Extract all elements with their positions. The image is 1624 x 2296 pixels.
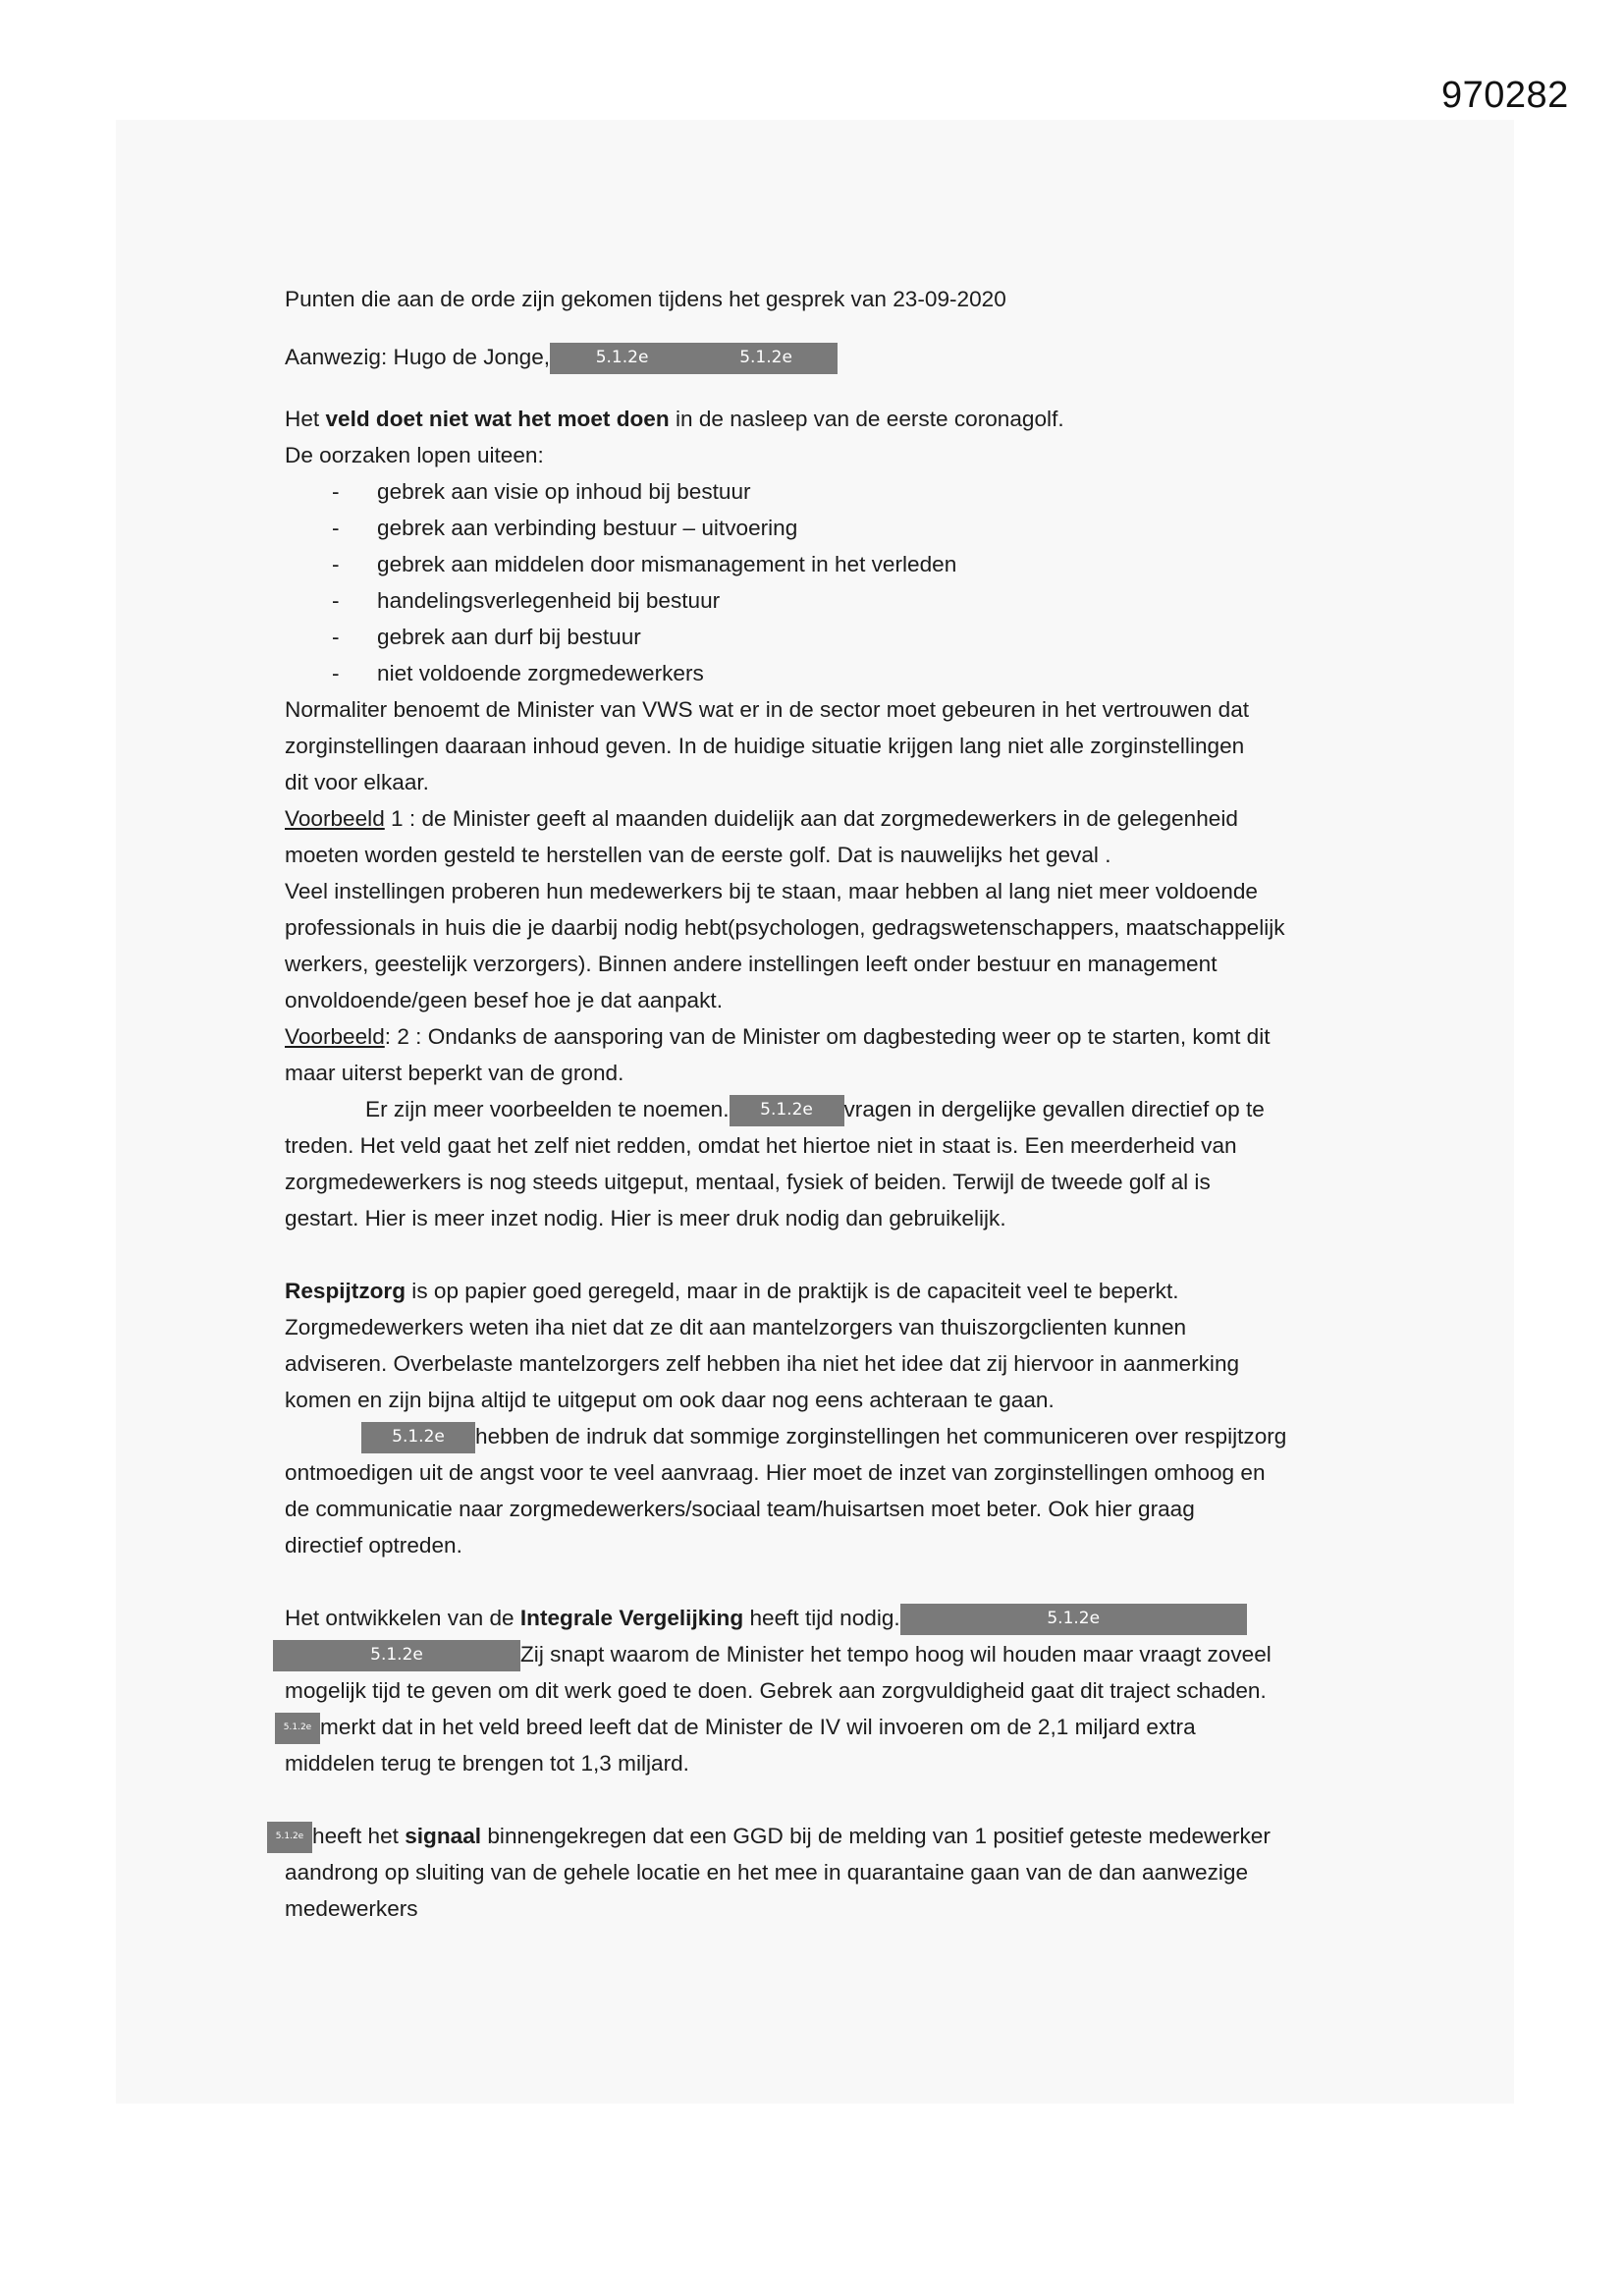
redaction-box: 5.1.2e xyxy=(900,1604,1247,1635)
section-respijtzorg: Respijtzorg is op papier goed geregeld, maar in de praktijk is de capaciteit veel te beperkt. xyxy=(285,1279,1179,1303)
cause-item: - gebrek aan visie op inhoud bij bestuur xyxy=(332,479,751,504)
document-id: 970282 xyxy=(1441,75,1569,116)
paragraph-line: professionals in huis die je daarbij nodig hebt(psychologen, gedragswetenschappers, maatschappelijk xyxy=(285,915,1285,940)
paragraph-line: de communicatie naar zorgmedewerkers/sociaal team/huisartsen moet beter. Ook hier graag xyxy=(285,1497,1195,1521)
paragraph-line: 5.1.2e Zij snapt waarom de Minister het tempo hoog wil houden maar vraagt zoveel xyxy=(273,1640,1272,1671)
paragraph-line: dit voor elkaar. xyxy=(285,770,429,794)
cause-item: - niet voldoende zorgmedewerkers xyxy=(332,661,704,685)
paragraph-line: aandrong op sluiting van de gehele locatie en het mee in quarantaine gaan van de dan aanwezige xyxy=(285,1860,1249,1885)
paragraph-line: 5.1.2e hebben de indruk dat sommige zorginstellingen het communiceren over respijtzorg xyxy=(361,1422,1286,1453)
bold-phrase: veld doet niet wat het moet doen xyxy=(325,407,670,431)
paragraph-line: ontmoedigen uit de angst voor te veel aanvraag. Hier moet de inzet van zorginstellingen omhoog en xyxy=(285,1460,1266,1485)
redaction-box: 5.1.2e xyxy=(694,343,838,374)
redaction-box: 5.1.2e xyxy=(267,1822,312,1853)
causes-intro: De oorzaken lopen uiteen: xyxy=(285,443,544,467)
paragraph-line: Er zijn meer voorbeelden te noemen. 5.1.2e vragen in dergelijke gevallen directief op te xyxy=(365,1095,1265,1126)
redaction-box: 5.1.2e xyxy=(550,343,694,374)
example-2: Voorbeeld: 2 : Ondanks de aansporing van de Minister om dagbesteding weer op te starten, komt dit xyxy=(285,1024,1271,1049)
paragraph-line: treden. Het veld gaat het zelf niet redden, omdat het hiertoe niet in staat is. Een meerderheid van xyxy=(285,1133,1237,1158)
example-label: Voorbeeld xyxy=(285,806,385,831)
paragraph-line: moeten worden gesteld te herstellen van de eerste golf. Dat is nauwelijks het geval . xyxy=(285,843,1111,867)
paragraph-line: onvoldoende/geen besef hoe je dat aanpakt. xyxy=(285,988,723,1012)
bold-phrase: Integrale Vergelijking xyxy=(519,1606,744,1630)
paragraph-line: Veel instellingen proberen hun medewerkers bij te staan, maar hebben al lang niet meer voldoende xyxy=(285,879,1258,903)
redaction-box: 5.1.2e xyxy=(361,1422,475,1453)
bold-phrase: Respijtzorg xyxy=(285,1279,406,1303)
paragraph-line: komen en zijn bijna altijd te uitgeput om ook daar nog eens achteraan te gaan. xyxy=(285,1388,1055,1412)
paragraph-line: gestart. Hier is meer inzet nodig. Hier is meer druk nodig dan gebruikelijk. xyxy=(285,1206,1006,1230)
cause-item: - gebrek aan verbinding bestuur – uitvoering xyxy=(332,516,798,540)
example-label: Voorbeeld xyxy=(285,1024,385,1049)
redaction-box: 5.1.2e xyxy=(275,1713,320,1744)
section-integrale-vergelijking: Het ontwikkelen van de Integrale Vergelijking heeft tijd nodig. 5.1.2e xyxy=(285,1604,1247,1635)
redaction-box: 5.1.2e xyxy=(730,1095,844,1126)
section-field-heading: Het veld doet niet wat het moet doen in de nasleep van de eerste coronagolf. xyxy=(285,407,1064,431)
paragraph-line: mogelijk tijd te geven om dit werk goed te doen. Gebrek aan zorgvuldigheid gaat dit traject schaden. xyxy=(285,1678,1267,1703)
section-signaal: 5.1.2e heeft het signaal binnengekregen dat een GGD bij de melding van 1 positief geteste medewerker xyxy=(267,1822,1271,1853)
attendees-line xyxy=(285,343,838,374)
cause-item: - gebrek aan middelen door mismanagement in het verleden xyxy=(332,552,957,576)
paragraph-line: directief optreden. xyxy=(285,1533,462,1558)
paragraph-line: maar uiterst beperkt van de grond. xyxy=(285,1061,624,1085)
paragraph-line: adviseren. Overbelaste mantelzorgers zelf hebben iha niet het idee dat zij hiervoor in aanmerking xyxy=(285,1351,1240,1376)
cause-item: - handelingsverlegenheid bij bestuur xyxy=(332,588,721,613)
redaction-box: 5.1.2e xyxy=(273,1640,520,1671)
meeting-title: Punten die aan de orde zijn gekomen tijdens het gesprek van 23-09-2020 xyxy=(285,287,1006,311)
paragraph-line: 5.1.2e merkt dat in het veld breed leeft dat de Minister de IV wil invoeren om de 2,1 miljard extra xyxy=(275,1713,1196,1744)
paragraph-line: medewerkers xyxy=(285,1896,418,1921)
bold-phrase: signaal xyxy=(405,1824,482,1848)
paragraph-line: Normaliter benoemt de Minister van VWS wat er in de sector moet gebeuren in het vertrouwen dat xyxy=(285,697,1250,722)
paragraph-line: Zorgmedewerkers weten iha niet dat ze dit aan mantelzorgers van thuiszorgclienten kunnen xyxy=(285,1315,1187,1339)
attendees-label: Aanwezig: Hugo de Jonge, xyxy=(285,345,551,369)
paragraph-line: werkers, geestelijk verzorgers). Binnen andere instellingen leeft onder bestuur en management xyxy=(285,952,1218,976)
example-1: Voorbeeld 1 : de Minister geeft al maanden duidelijk aan dat zorgmedewerkers in de gelegenheid xyxy=(285,806,1238,831)
paragraph-line: middelen terug te brengen tot 1,3 miljard. xyxy=(285,1751,689,1776)
paragraph-line: zorginstellingen daaraan inhoud geven. In de huidige situatie krijgen lang niet alle zorginstellingen xyxy=(285,734,1245,758)
cause-item: - gebrek aan durf bij bestuur xyxy=(332,625,641,649)
scanned-page xyxy=(116,120,1514,2104)
paragraph-line: zorgmedewerkers is nog steeds uitgeput, mentaal, fysiek of beiden. Terwijl de tweede golf al is xyxy=(285,1170,1211,1194)
